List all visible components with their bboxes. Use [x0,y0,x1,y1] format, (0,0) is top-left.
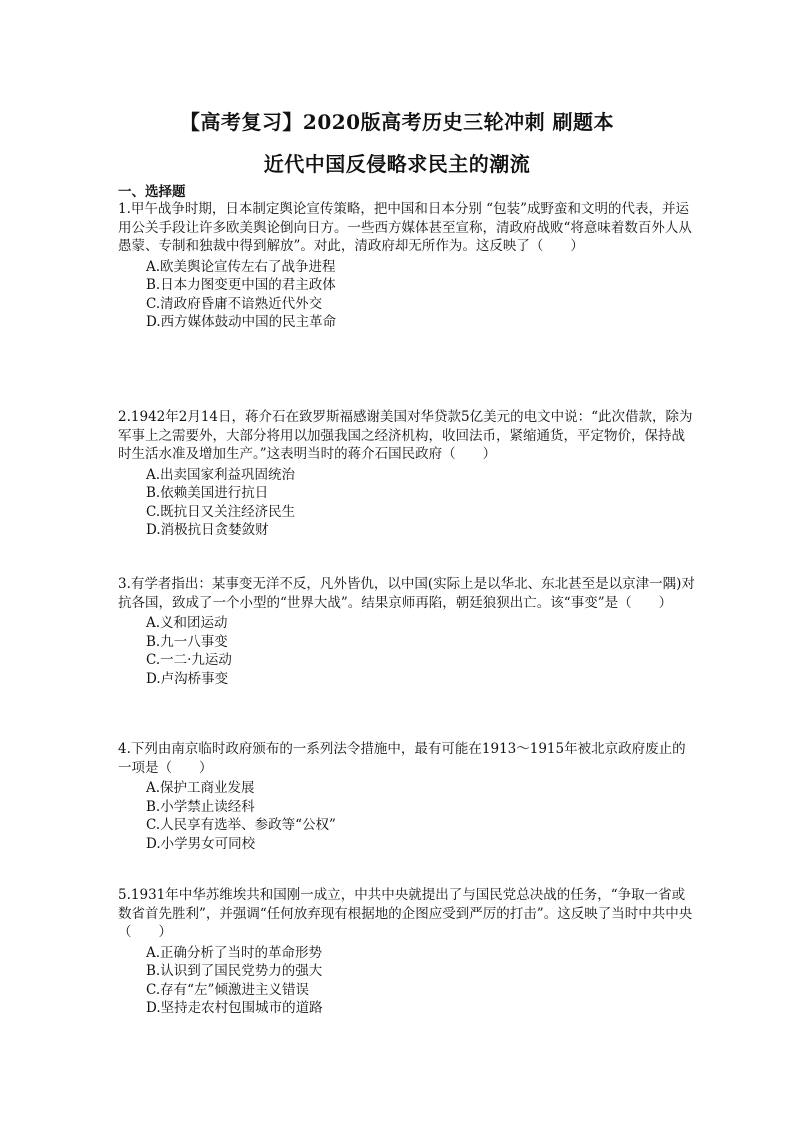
question-3 [118,575,698,688]
option-c: C.存有“左”倾激进主义错误 [146,981,309,998]
option-list [146,614,698,688]
question-number: 5. [118,887,131,903]
question-stem [118,740,698,777]
question-5 [118,886,698,1018]
option-a: A.欧美舆论宣传左右了战争进程 [146,258,336,275]
question-number: 2. [118,409,131,425]
question-number: 1. [118,201,131,217]
option-c: C.人民享有选举、参政等“公权” [146,817,336,833]
option-b: B.日本力图变更中国的君主政体 [146,277,336,293]
question-text: 下列由南京临时政府颁布的一系列法令措施中，最有可能在1913～1915年被北京政府废止的一项是（ ） [118,741,686,776]
question-stem [118,408,698,464]
option-d: D.坚持走农村包围城市的道路 [146,1000,323,1016]
question-text: 有学者指出：某事变无洋不反，凡外皆仇，以中国(实际上是以华北、东北甚至是以京津一隅)对抗各国，致成了一个小型的“世界大战”。结果京师再陷，朝廷狼狈出亡。该“事变”是（ ） [118,576,695,611]
section-heading: 一、选择题 [118,184,186,200]
option-b: B.认识到了国民党势力的强大 [146,963,323,979]
option-d: D.西方媒体鼓动中国的民主革命 [146,314,337,330]
option-a: A.正确分析了当时的革命形势 [146,944,323,961]
page-title: 【高考复习】2020版高考历史三轮冲刺 刷题本 [179,110,615,134]
question-text: 1942年2月14日，蒋介石在致罗斯福感谢美国对华贷款5亿美元的电文中说：“此次借款，除为军事上之需要外，大部分将用以加强我国之经济机构，收回法币，紧缩通货，平定物价，保持战时生活水准及增加生产。”这表明当时的蒋介石国民政府（ ） [118,409,693,462]
option-list [146,466,698,540]
question-4 [118,740,698,853]
option-a: A.出卖国家利益巩固统治 [146,466,296,483]
option-d: D.消极抗日贪婪敛财 [146,522,269,538]
option-c: C.清政府昏庸不谙熟近代外交 [146,295,323,312]
option-c: C.既抗日又关注经济民生 [146,503,296,520]
question-stem [118,575,698,612]
question-stem [118,200,698,256]
option-list [146,779,698,853]
question-1 [118,200,698,332]
question-stem [118,886,698,942]
option-a: A.保护工商业发展 [146,780,255,796]
question-2 [118,408,698,540]
option-c: C.一二·九运动 [146,652,232,668]
option-d: D.小学男女可同校 [146,835,256,852]
option-b: B.依赖美国进行抗日 [146,485,269,501]
page-subtitle: 近代中国反侵略求民主的潮流 [263,152,531,176]
option-list [146,258,698,332]
question-number: 4. [118,741,131,757]
option-a: A.义和团运动 [146,615,228,631]
option-b: B.小学禁止读经科 [146,798,255,815]
question-text: 甲午战争时期，日本制定舆论宣传策略，把中国和日本分别 “包装”成野蛮和文明的代表，并运用公关手段让许多欧美舆论倒向日方。一些西方媒体甚至宣称，清政府战败“将意味着数百外人从愚蒙、专制和独裁中得到解放”。对此，清政府却无所作为。这反映了（ ） [118,201,692,254]
question-text: 1931年中华苏维埃共和国刚一成立，中共中央就提出了与国民党总决战的任务，“争取一省或数省首先胜利”，并强调“任何放弃现有根据地的企图应受到严厉的打击”。这反映了当时中共中央（ ） [118,887,693,940]
question-number: 3. [118,576,131,592]
option-d: D.卢沟桥事变 [146,670,229,687]
option-list [146,944,698,1018]
option-b: B.九一八事变 [146,633,228,650]
